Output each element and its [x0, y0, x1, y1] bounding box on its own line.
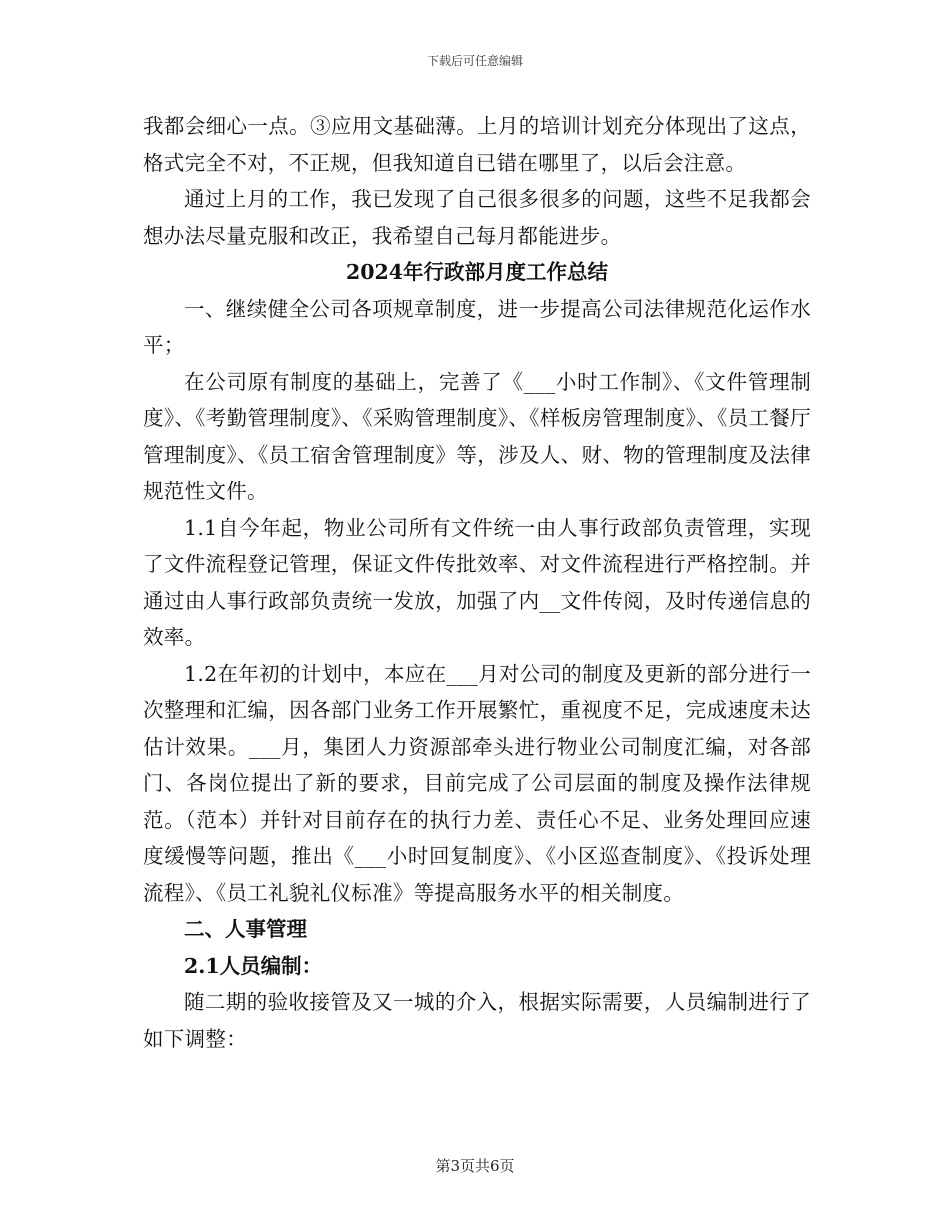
document-body [143, 108, 811, 1057]
paragraph: 我都会细心一点。③应用文基础薄。上月的培训计划充分体现出了这点，格式完全不对，不正规，但我知道自已错在哪里了，以后会注意。 [143, 114, 811, 175]
subsection-heading: 2.1人员编制： [184, 953, 323, 978]
paragraph: 在公司原有制度的基础上，完善了《___小时工作制》、《文件管理制度》、《考勤管理制度》、《采购管理制度》、《样板房管理制度》、《员工餐厅管理制度》、《员工宿舍管理制度》等，涉及人、财、物的管理制度及法律规范性文件。 [143, 369, 811, 503]
document-title: 2024年行政部月度工作总结 [345, 260, 609, 284]
paragraph: 通过上月的工作，我已发现了自己很多很多的问题，这些不足我都会想办法尽量克服和改正，我希望自己每月都能进步。 [143, 187, 811, 248]
page-header: 下载后可任意编辑 [426, 54, 523, 68]
page-footer: 第3页共6页 [435, 1157, 515, 1175]
paragraph: 随二期的验收接管及又一城的介入，根据实际需要，人员编制进行了如下调整： [143, 990, 811, 1051]
paragraph: 1.2在年初的计划中，本应在___月对公司的制度及更新的部分进行一次整理和汇编，因各部门业务工作开展繁忙，重视度不足，完成速度未达估计效果。___月，集团人力资源部牵头进行物业公司制度汇编，对各部门、各岗位提出了新的要求，目前完成了公司层面的制度及操作法律规范。（范本）并针对目前存在的执行力差、责任心不足、业务处理回应速度缓慢等问题，推出《___小时回复制度》、《小区巡查制度》、《投诉处理流程》、《员工礼貌礼仪标准》等提高服务水平的相关制度。 [143, 661, 811, 905]
paragraph: 一、继续健全公司各项规章制度，进一步提高公司法律规范化运作水平； [143, 296, 811, 357]
paragraph: 1.1自今年起，物业公司所有文件统一由人事行政部负责管理，实现了文件流程登记管理，保证文件传批效率、对文件流程进行严格控制。并通过由人事行政部负责统一发放，加强了内__文件传阅，及时传递信息的效率。 [143, 515, 811, 649]
section-heading: 二、人事管理 [184, 917, 307, 941]
